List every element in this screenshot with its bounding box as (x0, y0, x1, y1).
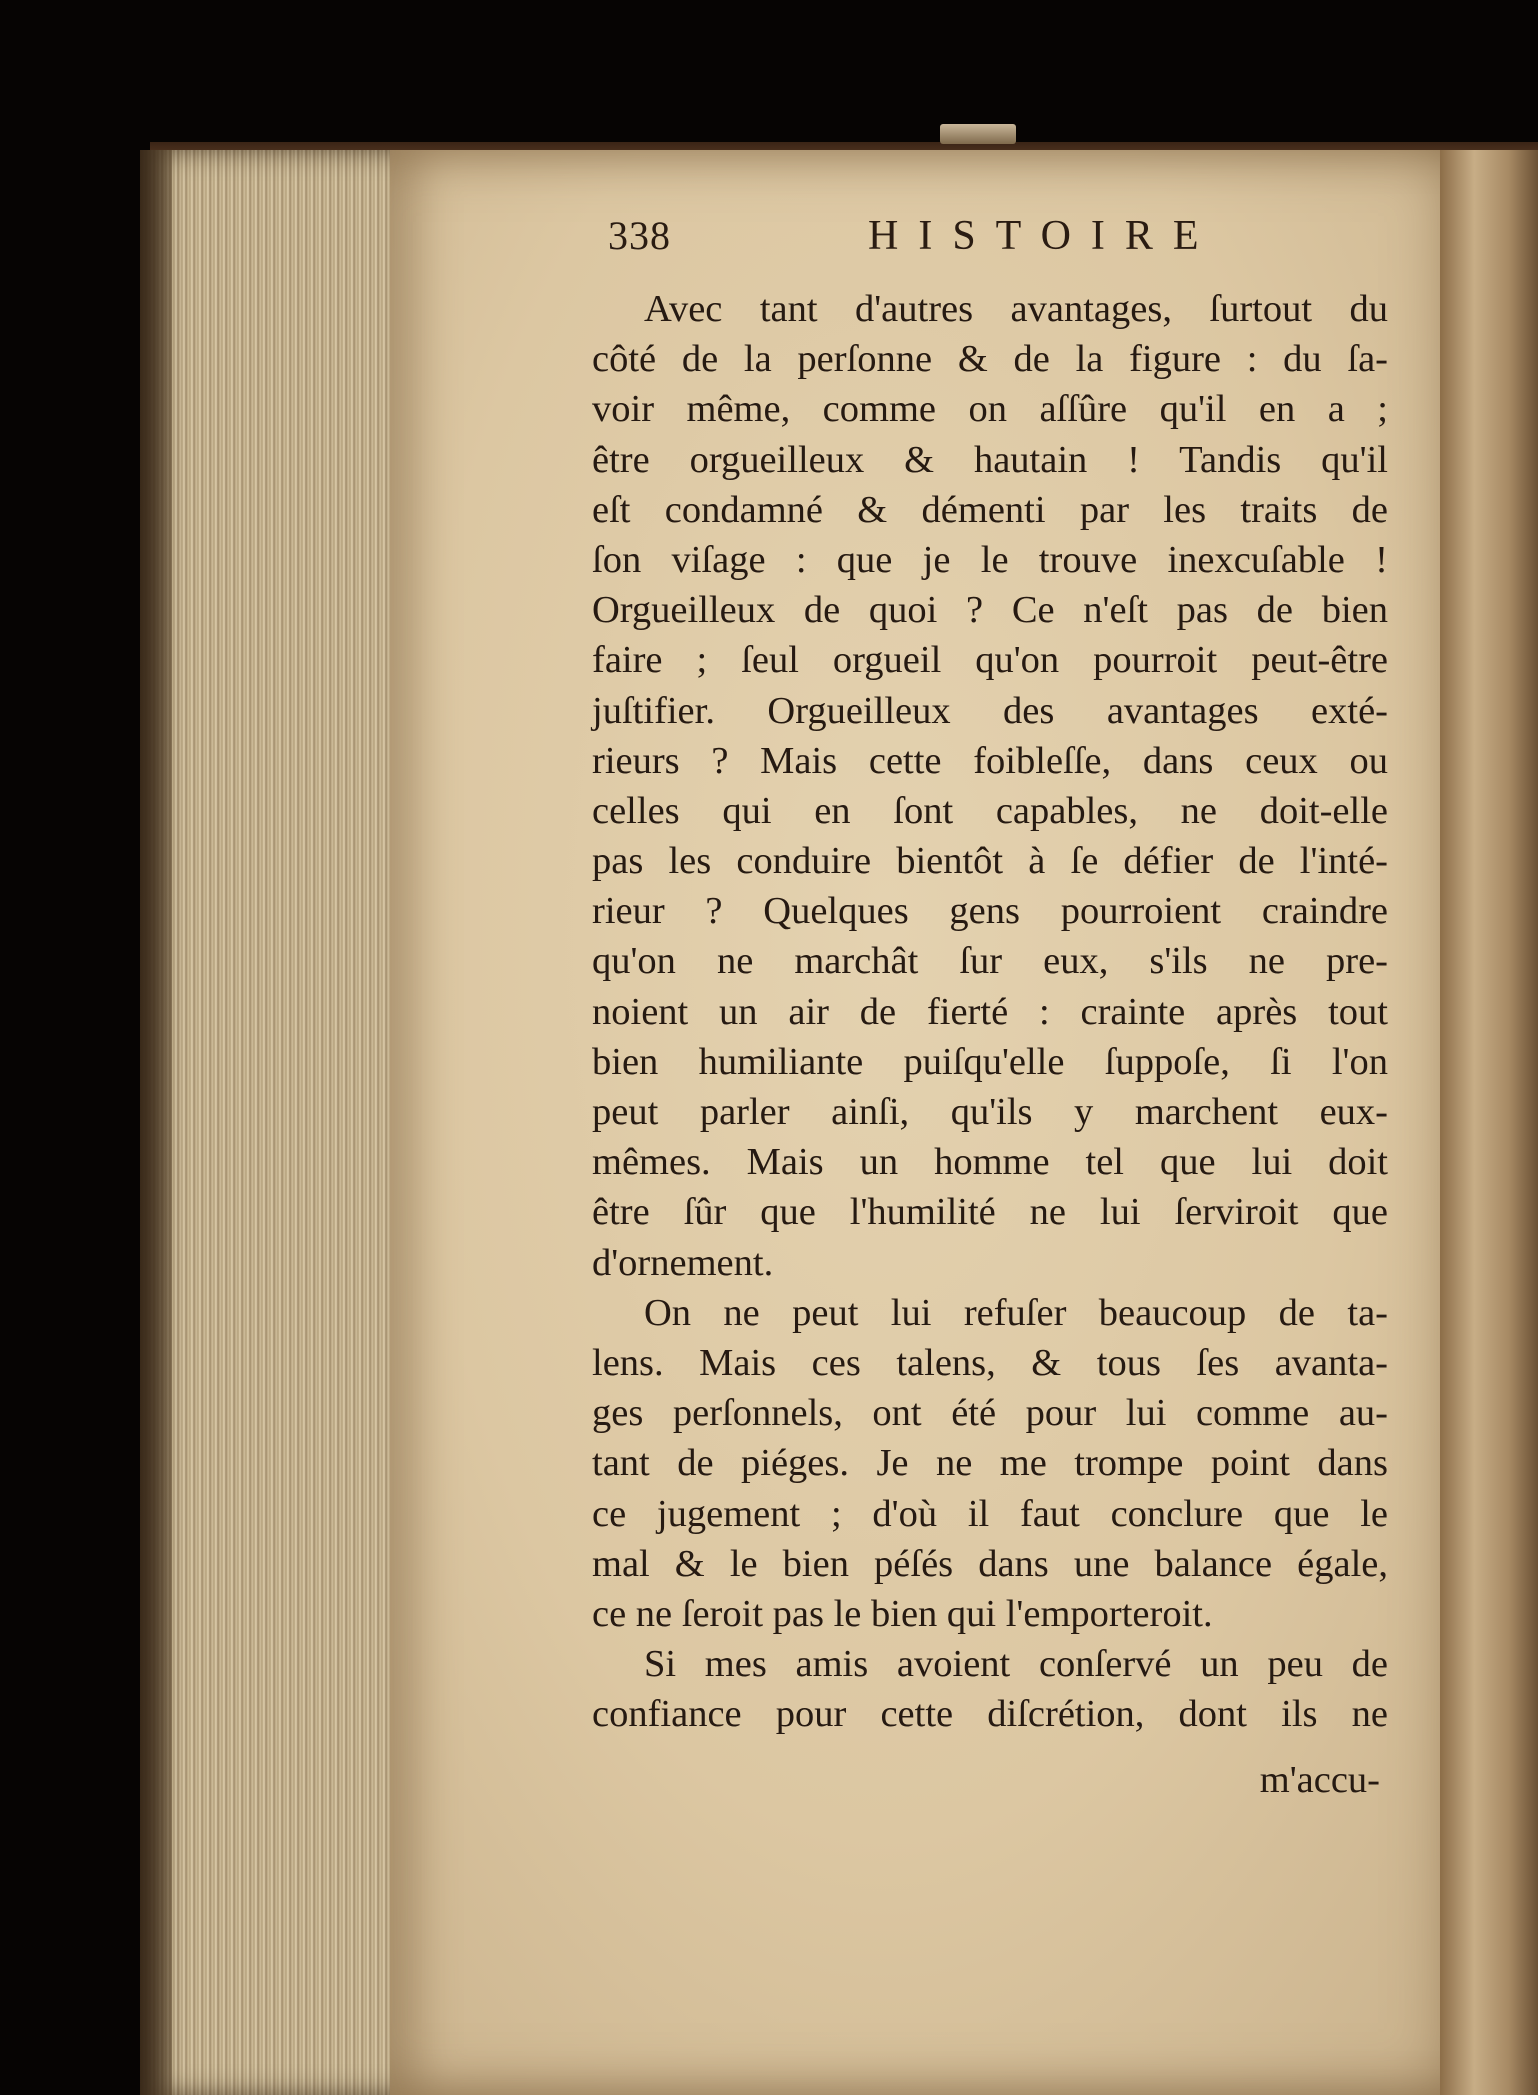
text-line: ce jugement ; d'où il faut conclure que le (592, 1492, 1388, 1535)
bookmark-tab (940, 124, 1016, 144)
text-line: être orgueilleux & hautain ! Tandis qu'il (592, 438, 1388, 481)
text-line: pas les conduire bientôt à ſe défier de l'inté- (592, 840, 1388, 883)
text-line: côté de la perſonne & de la figure : du ſa- (592, 338, 1388, 381)
text-line: juſtifier. Orgueilleux des avantages exté- (592, 689, 1388, 732)
text-line: mal & le bien péſés dans une balance égale, (592, 1542, 1388, 1585)
text-line: Si mes amis avoient conſervé un peu de (644, 1643, 1388, 1686)
text-line: ges perſonnels, ont été pour lui comme au- (592, 1392, 1388, 1435)
running-title: HISTOIRE (868, 213, 1219, 259)
text-line: être ſûr que l'humilité ne lui ſerviroit que (592, 1191, 1388, 1234)
book-gutter (1440, 150, 1538, 2095)
text-line: bien humiliante puiſqu'elle ſuppoſe, ſi l'on (592, 1040, 1388, 1083)
text-line: peut parler ainſi, qu'ils y marchent eux- (592, 1091, 1388, 1133)
text-line: noient un air de fierté : crainte après tout (592, 990, 1388, 1033)
text-line: rieurs ? Mais cette foibleſſe, dans ceux ou (592, 739, 1388, 782)
page-header (592, 212, 1382, 266)
text-line: ce ne ſeroit pas le bien qui l'emporteroit. (592, 1592, 1213, 1635)
text-line: d'ornement. (592, 1241, 774, 1284)
text-line: celles qui en ſont capables, ne doit-elle (592, 789, 1388, 832)
page-edges-stack (140, 150, 408, 2095)
page-number: 338 (608, 213, 671, 258)
page-text (592, 284, 1388, 1739)
catchword: m'accu- (1259, 1759, 1380, 1801)
text-line: confiance pour cette diſcrétion, dont ils ne (592, 1693, 1388, 1736)
text-line: faire ; ſeul orgueil qu'on pourroit peut-être (592, 639, 1388, 682)
text-line: lens. Mais ces talens, & tous ſes avanta- (592, 1341, 1388, 1384)
page-edges-shadow (140, 150, 172, 2095)
text-line: mêmes. Mais un homme tel que lui doit (592, 1141, 1388, 1184)
text-line: voir même, comme on aſſûre qu'il en a ; (592, 388, 1388, 431)
text-line: Avec tant d'autres avantages, ſurtout du (644, 288, 1388, 330)
text-line: Orgueilleux de quoi ? Ce n'eſt pas de bien (592, 589, 1388, 632)
text-line: tant de piéges. Je ne me trompe point dans (592, 1442, 1388, 1485)
text-line: ſon viſage : que je le trouve inexcuſable ! (592, 538, 1388, 581)
text-line: On ne peut lui refuſer beaucoup de ta- (644, 1291, 1388, 1334)
text-line: eſt condamné & démenti par les traits de (592, 488, 1388, 531)
text-line: rieur ? Quelques gens pourroient craindre (592, 890, 1388, 933)
text-line: qu'on ne marchât ſur eux, s'ils ne pre- (592, 940, 1388, 983)
